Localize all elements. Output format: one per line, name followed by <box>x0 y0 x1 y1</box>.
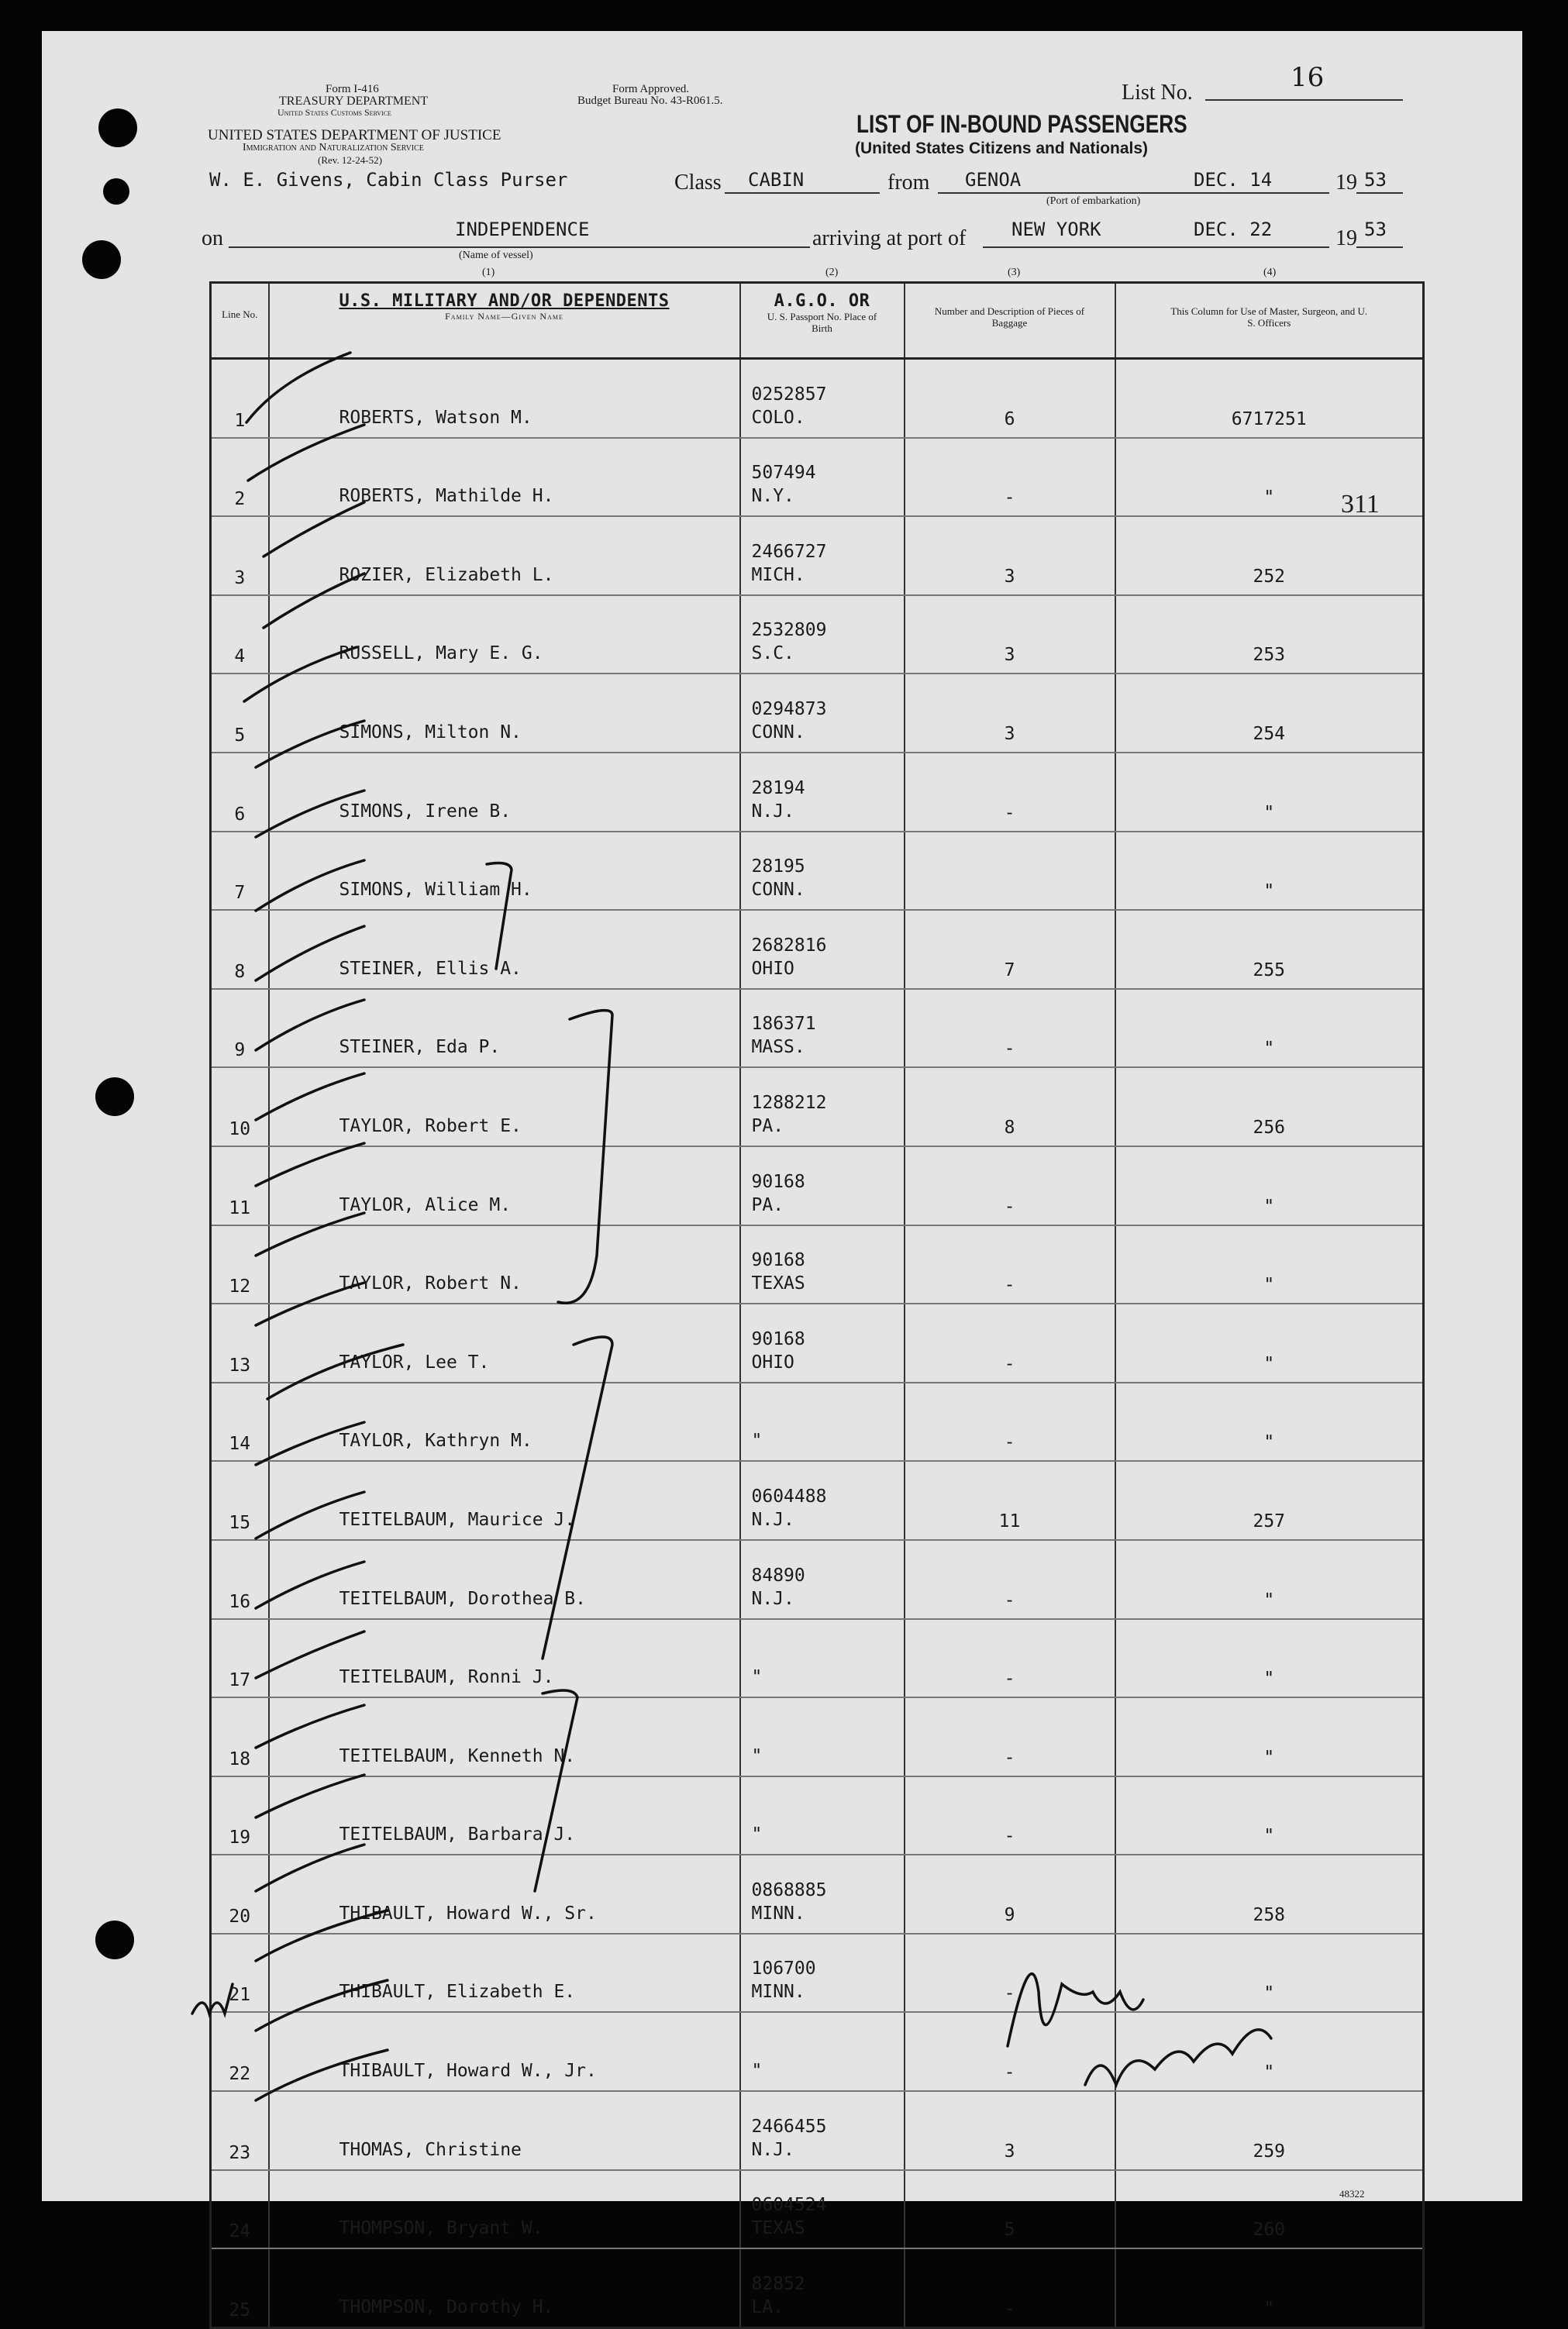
baggage-count: - <box>905 1776 1115 1855</box>
line-number: 19 <box>211 1776 269 1855</box>
place-of-birth: LA. <box>751 2296 784 2317</box>
purser-name: W. E. Givens, Cabin Class Purser <box>209 169 568 191</box>
ago-number: 186371 <box>751 1014 816 1035</box>
ago-birth-cell <box>740 359 905 438</box>
table-row <box>211 2170 1424 2249</box>
passenger-name: THOMAS, Christine <box>269 2091 740 2170</box>
ago-number: 2532809 <box>751 620 827 641</box>
passenger-name: TAYLOR, Kathryn M. <box>269 1383 740 1462</box>
place-of-birth: N.Y. <box>751 486 794 507</box>
table-row <box>211 753 1424 832</box>
header-baggage: Number and Description of Pieces of Baggage <box>905 283 1115 359</box>
place-of-birth: PA. <box>751 1194 784 1215</box>
on-label: on <box>202 226 223 250</box>
line-number: 8 <box>211 910 269 989</box>
table-row <box>211 1619 1424 1698</box>
officer-number: 256 <box>1115 1067 1424 1146</box>
officer-number: " <box>1115 2248 1424 2327</box>
ago-birth-cell <box>740 989 905 1068</box>
officer-number: " <box>1115 1697 1424 1776</box>
place-of-birth: N.J. <box>751 1588 794 1609</box>
place-of-birth: TEXAS <box>751 2218 805 2239</box>
from-value: GENOA <box>965 169 1022 191</box>
line-number: 17 <box>211 1619 269 1698</box>
revision: (Rev. 12-24-52) <box>318 154 382 166</box>
place-of-birth: " <box>751 1667 763 1688</box>
ago-number: 2682816 <box>751 935 827 956</box>
line-number: 20 <box>211 1855 269 1934</box>
ago-birth-cell <box>740 1146 905 1225</box>
ago-birth-cell <box>740 1619 905 1698</box>
ago-birth-cell <box>740 1067 905 1146</box>
baggage-count: - <box>905 2248 1115 2327</box>
ago-number: 0294873 <box>751 698 827 719</box>
margin-number: 311 <box>1341 490 1380 519</box>
baggage-count: 7 <box>905 910 1115 989</box>
table-row <box>211 2091 1424 2170</box>
passenger-name: STEINER, Ellis A. <box>269 910 740 989</box>
passenger-name: ROZIER, Elizabeth L. <box>269 516 740 595</box>
header-ago: A.G.O. OR U. S. Passport No. Place of Birth <box>740 283 905 359</box>
place-of-birth: MICH. <box>751 564 805 585</box>
place-of-birth: " <box>751 1431 763 1452</box>
table-row <box>211 1146 1424 1225</box>
passenger-name: SIMONS, William H. <box>269 832 740 911</box>
line-number: 10 <box>211 1067 269 1146</box>
place-of-birth: " <box>751 1745 763 1766</box>
col1-number: (1) <box>482 267 495 278</box>
passenger-name: ROBERTS, Watson M. <box>269 359 740 438</box>
baggage-count: - <box>905 1225 1115 1304</box>
officer-number: " <box>1115 1304 1424 1383</box>
line-number: 7 <box>211 832 269 911</box>
table-row <box>211 832 1424 911</box>
passenger-name: TEITELBAUM, Barbara J. <box>269 1776 740 1855</box>
baggage-count: - <box>905 1383 1115 1462</box>
class-label: Class <box>674 171 722 195</box>
ago-number: 28195 <box>751 856 805 877</box>
table-row <box>211 1776 1424 1855</box>
baggage-count: 11 <box>905 1461 1115 1540</box>
baggage-count: 9 <box>905 1855 1115 1934</box>
baggage-count: - <box>905 989 1115 1068</box>
table-row <box>211 516 1424 595</box>
passenger-name: TEITELBAUM, Dorothea B. <box>269 1540 740 1619</box>
ago-birth-cell <box>740 516 905 595</box>
ago-number: 2466455 <box>751 2116 827 2137</box>
line-number: 18 <box>211 1697 269 1776</box>
line-number: 25 <box>211 2248 269 2327</box>
officer-number: " <box>1115 1934 1424 2013</box>
depart-date: DEC. 14 <box>1194 169 1273 191</box>
officer-number: " <box>1115 1225 1424 1304</box>
ago-number: 507494 <box>751 463 816 484</box>
table-row <box>211 438 1424 517</box>
col2-number: (2) <box>825 267 839 278</box>
officer-number: " <box>1115 438 1424 517</box>
passenger-name: STEINER, Eda P. <box>269 989 740 1068</box>
table-row <box>211 1540 1424 1619</box>
ago-birth-cell <box>740 1776 905 1855</box>
officer-number: 252 <box>1115 516 1424 595</box>
officer-number: " <box>1115 2012 1424 2091</box>
officer-number: 258 <box>1115 1855 1424 1934</box>
passenger-name: RUSSELL, Mary E. G. <box>269 595 740 674</box>
ago-number: 90168 <box>751 1250 805 1271</box>
ago-birth-cell <box>740 1461 905 1540</box>
port-embark-caption: (Port of embarkation) <box>1046 195 1141 207</box>
officer-number: " <box>1115 832 1424 911</box>
col3-number: (3) <box>1008 267 1021 278</box>
ago-number: 0604524 <box>751 2195 827 2216</box>
passenger-name: SIMONS, Irene B. <box>269 753 740 832</box>
table-row <box>211 595 1424 674</box>
ago-number: 106700 <box>751 1959 816 1979</box>
ago-number: 1288212 <box>751 1092 827 1113</box>
officer-number: " <box>1115 1776 1424 1855</box>
line-number: 3 <box>211 516 269 595</box>
line-number: 2 <box>211 438 269 517</box>
table-row <box>211 1855 1424 1934</box>
table-row <box>211 1383 1424 1462</box>
ago-birth-cell <box>740 910 905 989</box>
ago-birth-cell <box>740 2248 905 2327</box>
form-number: Form I-416 <box>326 83 379 95</box>
line-number: 24 <box>211 2170 269 2249</box>
passenger-name: TEITELBAUM, Kenneth N. <box>269 1697 740 1776</box>
depart-year-prefix: 19 <box>1335 171 1357 195</box>
ago-birth-cell <box>740 2012 905 2091</box>
ago-birth-cell <box>740 2170 905 2249</box>
officer-number: 260 <box>1115 2170 1424 2249</box>
from-label: from <box>887 171 930 195</box>
ago-number: 0252857 <box>751 384 827 405</box>
page-subtitle: (United States Citizens and Nationals) <box>855 140 1149 157</box>
ago-number: 28194 <box>751 777 805 798</box>
table-row <box>211 1225 1424 1304</box>
line-number: 22 <box>211 2012 269 2091</box>
ago-number: 90168 <box>751 1171 805 1192</box>
table-row <box>211 2248 1424 2327</box>
place-of-birth: COLO. <box>751 407 805 428</box>
place-of-birth: N.J. <box>751 801 794 822</box>
customs-service: United States Customs Service <box>277 107 391 118</box>
passenger-name: THOMPSON, Dorothy H. <box>269 2248 740 2327</box>
ago-birth-cell <box>740 1934 905 2013</box>
baggage-count: - <box>905 1697 1115 1776</box>
line-number: 5 <box>211 674 269 753</box>
baggage-count: - <box>905 1619 1115 1698</box>
ago-birth-cell <box>740 1304 905 1383</box>
ago-birth-cell <box>740 438 905 517</box>
ago-birth-cell <box>740 753 905 832</box>
punch-hole <box>103 178 129 205</box>
table-row <box>211 1067 1424 1146</box>
passenger-name: TEITELBAUM, Maurice J. <box>269 1461 740 1540</box>
arrival-year-prefix: 19 <box>1335 226 1357 250</box>
place-of-birth: TEXAS <box>751 1273 805 1294</box>
ins-service: Immigration and Naturalization Service <box>243 142 424 153</box>
ago-birth-cell <box>740 1855 905 1934</box>
passenger-name: THOMPSON, Bryant W. <box>269 2170 740 2249</box>
line-number: 9 <box>211 989 269 1068</box>
officer-number: 253 <box>1115 595 1424 674</box>
baggage-count: - <box>905 438 1115 517</box>
passenger-name: THIBAULT, Howard W., Jr. <box>269 2012 740 2091</box>
arrival-port: NEW YORK <box>1011 219 1101 240</box>
punch-hole <box>95 1921 134 1959</box>
line-number: 11 <box>211 1146 269 1225</box>
ago-number: 0868885 <box>751 1879 827 1900</box>
passenger-name: THIBAULT, Elizabeth E. <box>269 1934 740 2013</box>
table-row <box>211 910 1424 989</box>
place-of-birth: MASS. <box>751 1037 805 1058</box>
table-row <box>211 989 1424 1068</box>
arrival-year: 53 <box>1364 219 1387 240</box>
vessel-caption: (Name of vessel) <box>459 250 533 261</box>
page-title: LIST OF IN-BOUND PASSENGERS <box>856 110 1187 138</box>
passenger-name: TEITELBAUM, Ronni J. <box>269 1619 740 1698</box>
justice-dept: UNITED STATES DEPARTMENT OF JUSTICE <box>208 127 501 143</box>
place-of-birth: CONN. <box>751 880 805 901</box>
line-number: 15 <box>211 1461 269 1540</box>
officer-number: 257 <box>1115 1461 1424 1540</box>
ago-number: 82852 <box>751 2273 805 2294</box>
table-row <box>211 1304 1424 1383</box>
line-number: 13 <box>211 1304 269 1383</box>
table-header-row <box>211 283 1424 359</box>
ago-birth-cell <box>740 1697 905 1776</box>
ago-number: 0604488 <box>751 1486 827 1507</box>
place-of-birth: " <box>751 2061 763 2082</box>
passenger-table <box>209 281 1425 2329</box>
officer-number: 6717251 <box>1115 359 1424 438</box>
passenger-name: TAYLOR, Robert N. <box>269 1225 740 1304</box>
header-officers: This Column for Use of Master, Surgeon, and U. S. Officers <box>1115 283 1424 359</box>
place-of-birth: CONN. <box>751 722 805 742</box>
officer-number: " <box>1115 753 1424 832</box>
baggage-count: 3 <box>905 674 1115 753</box>
ago-birth-cell <box>740 595 905 674</box>
table-row <box>211 1697 1424 1776</box>
place-of-birth: MINN. <box>751 1982 805 2003</box>
line-number: 6 <box>211 753 269 832</box>
baggage-count: 5 <box>905 2170 1115 2249</box>
list-no-value: 16 <box>1291 62 1325 93</box>
baggage-count: 6 <box>905 359 1115 438</box>
officer-number: " <box>1115 1619 1424 1698</box>
line-number: 1 <box>211 359 269 438</box>
place-of-birth: PA. <box>751 1115 784 1136</box>
baggage-count: - <box>905 1934 1115 2013</box>
officer-number: " <box>1115 1540 1424 1619</box>
ago-number: 2466727 <box>751 541 827 562</box>
ago-number: 84890 <box>751 1565 805 1586</box>
table-row <box>211 2012 1424 2091</box>
table-row <box>211 1461 1424 1540</box>
baggage-count <box>905 832 1115 911</box>
place-of-birth: " <box>751 1824 763 1845</box>
table-row <box>211 674 1424 753</box>
form-approved: Form Approved. <box>612 83 690 95</box>
ago-birth-cell <box>740 832 905 911</box>
vessel-name: INDEPENDENCE <box>455 219 590 240</box>
class-value: CABIN <box>748 169 805 191</box>
baggage-count: 8 <box>905 1067 1115 1146</box>
arrival-date: DEC. 22 <box>1194 219 1273 240</box>
place-of-birth: S.C. <box>751 643 794 664</box>
punch-hole <box>95 1077 134 1116</box>
place-of-birth: N.J. <box>751 1509 794 1530</box>
ago-number: 90168 <box>751 1328 805 1349</box>
footer-code: 48322 <box>1339 2188 1365 2200</box>
ago-birth-cell <box>740 1383 905 1462</box>
baggage-count: 3 <box>905 2091 1115 2170</box>
passenger-name: TAYLOR, Robert E. <box>269 1067 740 1146</box>
baggage-count: - <box>905 2012 1115 2091</box>
header-name: U.S. MILITARY AND/OR DEPENDENTS Family Name—Given Name <box>269 283 740 359</box>
depart-year: 53 <box>1364 169 1387 191</box>
ago-birth-cell <box>740 1225 905 1304</box>
passenger-name: SIMONS, Milton N. <box>269 674 740 753</box>
baggage-count: - <box>905 1540 1115 1619</box>
officer-number: " <box>1115 1383 1424 1462</box>
place-of-birth: OHIO <box>751 1352 794 1373</box>
line-number: 21 <box>211 1934 269 2013</box>
arriving-label: arriving at port of <box>812 226 967 250</box>
line-number: 14 <box>211 1383 269 1462</box>
table-row <box>211 1934 1424 2013</box>
passenger-name: THIBAULT, Howard W., Sr. <box>269 1855 740 1934</box>
passenger-name: ROBERTS, Mathilde H. <box>269 438 740 517</box>
officer-number: 254 <box>1115 674 1424 753</box>
officer-number: 259 <box>1115 2091 1424 2170</box>
line-number: 16 <box>211 1540 269 1619</box>
table-row <box>211 359 1424 438</box>
baggage-count: - <box>905 753 1115 832</box>
punch-hole <box>82 240 121 279</box>
list-no-label: List No. <box>1122 81 1193 105</box>
baggage-count: 3 <box>905 595 1115 674</box>
budget-bureau: Budget Bureau No. 43-R061.5. <box>577 95 723 107</box>
baggage-count: - <box>905 1146 1115 1225</box>
baggage-count: 3 <box>905 516 1115 595</box>
col4-number: (4) <box>1263 267 1277 278</box>
header-line-no: Line No. <box>211 283 269 359</box>
punch-hole <box>98 109 137 147</box>
line-number: 4 <box>211 595 269 674</box>
ago-birth-cell <box>740 674 905 753</box>
place-of-birth: MINN. <box>751 1903 805 1924</box>
officer-number: 255 <box>1115 910 1424 989</box>
officer-number: " <box>1115 989 1424 1068</box>
passenger-name: TAYLOR, Lee T. <box>269 1304 740 1383</box>
baggage-count: - <box>905 1304 1115 1383</box>
treasury-dept: TREASURY DEPARTMENT <box>279 95 429 108</box>
officer-number: " <box>1115 1146 1424 1225</box>
place-of-birth: OHIO <box>751 958 794 979</box>
ago-birth-cell <box>740 1540 905 1619</box>
passenger-name: TAYLOR, Alice M. <box>269 1146 740 1225</box>
place-of-birth: N.J. <box>751 2139 794 2160</box>
ago-birth-cell <box>740 2091 905 2170</box>
line-number: 23 <box>211 2091 269 2170</box>
line-number: 12 <box>211 1225 269 1304</box>
